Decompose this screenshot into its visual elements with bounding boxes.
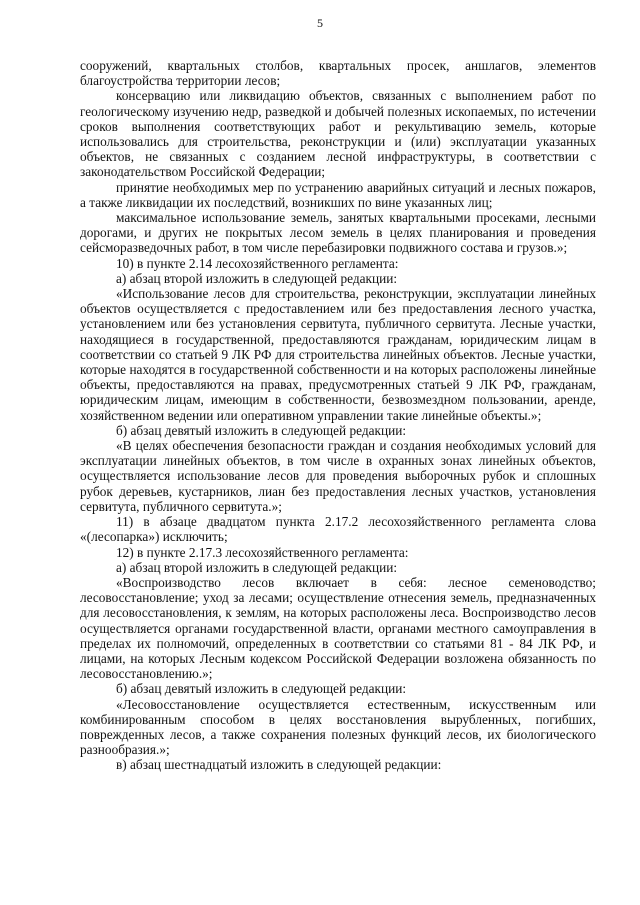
paragraph: а) абзац второй изложить в следующей редакции: xyxy=(116,559,398,575)
paragraph: в) абзац шестнадцатый изложить в следующей редакции: xyxy=(116,757,442,773)
paragraph: принятие необходимых мер по устранению аварийных ситуаций и лесных пожаров, а также ликвидации их последствий, возникших по вине указанных лиц; xyxy=(80,179,596,210)
paragraph: «Лесовосстановление осуществляется естественным, искусственным или комбинированным способом в целях восстановления вырубленных, погибших, поврежденных лесов, а также сохранения полезных функций лесов, их биологического разнообразия.»; xyxy=(80,696,596,758)
page-number: 5 xyxy=(317,16,323,30)
paragraph: консервацию или ликвидацию объектов, связанных с выполнением работ по геологическому изучению недр, разведкой и добычей полезных ископаемых, по истечении сроков выполнения соответствующих работ и рекультивацию земель, которые использовались для строительства, реконструкции и (или) эксплуатации указанных объектов, не связанных с созданием лесной инфраструктуры, в соответствии с законодательством Российской Федерации; xyxy=(80,88,596,180)
paragraph: б) абзац девятый изложить в следующей редакции: xyxy=(116,681,407,697)
paragraph: «Воспроизводство лесов включает в себя: лесное семеноводство; лесовосстановление; уход за лесами; осуществление отнесения земель, предназначенных для лесовосстановления, к землям, на которых расположены леса. Воспроизводство лесов осуществляется органами государственной власти, органами местного самоуправления в пределах их полномочий, определенных в соответствии со статьями 81 - 84 ЛК РФ, и лицами, на которых Лесным кодексом Российской Федерации возложена обязанность по лесовосстановлению.»; xyxy=(80,574,596,682)
paragraph: максимальное использование земель, занятых квартальными просеками, лесными дорогами, и других не покрытых лесом земель в целях планирования и проведения сейсморазведочных работ, в том числе перебазировки подвижного состава и грузов.»; xyxy=(80,210,596,256)
paragraph: 12) в пункте 2.17.3 лесохозяйственного регламента: xyxy=(116,544,409,560)
paragraph: 10) в пункте 2.14 лесохозяйственного регламента: xyxy=(116,255,399,271)
paragraph-continuation: сооружений, квартальных столбов, квартальных просек, аншлагов, элементов благоустройства территории лесов; xyxy=(80,58,596,89)
document-body xyxy=(80,58,596,773)
paragraph: б) абзац девятый изложить в следующей редакции: xyxy=(116,422,407,438)
paragraph: а) абзац второй изложить в следующей редакции: xyxy=(116,270,398,286)
paragraph: «В целях обеспечения безопасности граждан и создания необходимых условий для эксплуатации линейных объектов, в том числе в охранных зонах линейных объектов, осуществляется использование лесов для проведения выборочных рубок и сплошных рубок деревьев, кустарников, лиан без предоставления лесных участков, установления сервитута, публичного сервитута.»; xyxy=(80,438,596,514)
paragraph: «Использование лесов для строительства, реконструкции, эксплуатации линейных объектов осуществляется с предоставлением или без предоставления лесного участка, установлением или без установления сервитута, публичного сервитута. Лесные участки, находящиеся в государственной, предоставляются гражданам, юридическим лицам в соответствии со статьей 9 ЛК РФ для строительства линейных объектов. Лесные участки, которые находятся в государственной собственности и на которых расположены линейные объекты, предоставляются на правах, предусмотренных статьей 9 ЛК РФ, гражданам, юридическим лицам, имеющим в собственности, безвозмездном пользовании, аренде, хозяйственном ведении или оперативном управлении такие линейные объекты.»; xyxy=(80,286,596,423)
paragraph: 11) в абзаце двадцатом пункта 2.17.2 лесохозяйственного регламента слова «(лесопарка») исключить; xyxy=(80,514,596,545)
